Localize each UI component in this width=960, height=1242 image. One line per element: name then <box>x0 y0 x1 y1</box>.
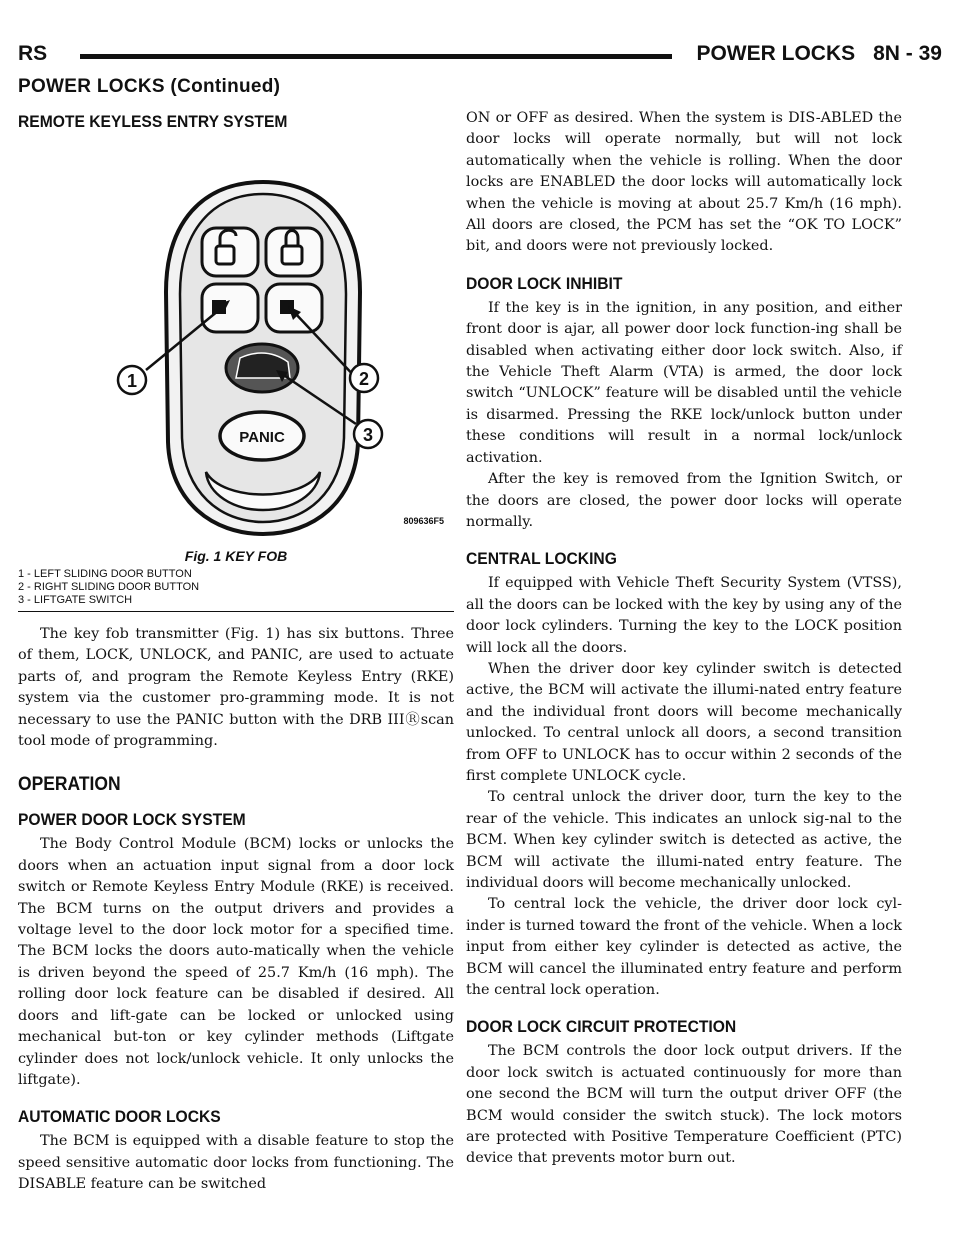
circuit-protection-paragraph: The BCM controls the door lock output drivers. If the door lock switch is actuated continuously for more than one second the BCM will turn the output driver OFF (the BCM would consider the switch stuck). The lock motors are protected with Positive Temperature Coefficient (PTC) device that prevents motor burn out. <box>466 1043 902 1167</box>
automatic-door-locks-paragraph: The BCM is equipped with a disable feature to stop the speed sensitive automatic door locks from functioning. The DISABLE feature can be switched <box>18 1133 454 1193</box>
figure-code: 809636F5 <box>403 516 444 526</box>
callout-2-label: 2 <box>358 369 370 389</box>
panic-label: PANIC <box>239 429 285 446</box>
circuit-protection-title: DOOR LOCK CIRCUIT PROTECTION <box>466 1017 737 1037</box>
header-title: POWER LOCKS <box>696 42 856 65</box>
power-door-lock-paragraph: The Body Control Module (BCM) locks or unlocks the doors when an actuation input signal from a door lock switch or Remote Keyless Entry Module (RKE) is received. The BCM turns on the output drivers and provides a voltage level to the door lock motor for a specified time. The BCM locks the doors auto-matically when the vehicle is driven beyond the speed of 25.7 Km/h (16 mph). The rolling door lock feature can be disabled if desired. All doors and lift-gate can be locked or unlocked using mechanical but-ton or key cylinder methods (Liftgate cylinder does not lock/unlock vehicle. It only unlocks the liftgate). <box>18 836 454 1088</box>
door-lock-inhibit-paragraph-1: If the key is in the ignition, in any position, and either front door is ajar, all power door lock function-ing shall be disabled when activating either door lock switch. Also, if the Vehicle Theft Alarm (VTA) is armed, the door lock switch “UNLOCK” feature will be disabled until the vehicle is disarmed. Pressing the RKE lock/unlock button under these conditions will result in a normal lock/unlock activation. <box>466 299 902 466</box>
header-right <box>696 42 942 66</box>
callout-1-label: 1 <box>126 371 138 391</box>
central-locking-paragraph-1: If equipped with Vehicle Theft Security System (VTSS), all the doors can be locked with the key by using any of the door lock cylinders. Turning the key to the LOCK position will lock all the doors. <box>466 575 902 656</box>
continued-heading: POWER LOCKS (Continued) <box>18 76 281 97</box>
left-column <box>18 112 454 1196</box>
key-fob-illustration <box>18 142 454 542</box>
automatic-door-locks-continued: ON or OFF as desired. When the system is DIS-ABLED the door locks will operate normally, but will not lock automatically when the vehicle is rolling. When the door locks are ENABLED the door locks will automatically lock when the vehicle is moving at about 25.7 Km/h (16 mph). All doors are closed, the PCM has set the “OK TO LOCK” bit, and doors were not previously locked. <box>466 110 902 255</box>
left-sliding-door-button <box>202 284 258 332</box>
figure-caption <box>18 548 454 612</box>
right-column <box>466 108 902 1170</box>
figure-caption-title: Fig. 1 KEY FOB <box>184 548 288 564</box>
header-page-number: 8N - 39 <box>873 42 942 65</box>
automatic-door-locks-title: AUTOMATIC DOOR LOCKS <box>18 1107 221 1127</box>
central-locking-paragraph-3: To central unlock the driver door, turn the key to the rear of the vehicle. This indicates an unlock sig-nal to the BCM. When key cylinder switch is detected as active, the BCM will activate the illumi-nated entry feature. The individual doors will become mechanically unlocked. <box>466 789 902 891</box>
callout-3-label: 3 <box>362 425 374 445</box>
header-section-code: RS <box>18 42 48 65</box>
page-header <box>18 42 942 72</box>
operation-title: OPERATION <box>18 774 121 796</box>
header-rule <box>80 54 672 59</box>
legend-item: 2 - RIGHT SLIDING DOOR BUTTON <box>18 581 200 593</box>
rke-section-title: REMOTE KEYLESS ENTRY SYSTEM <box>18 112 288 131</box>
legend-item: 1 - LEFT SLIDING DOOR BUTTON <box>18 568 192 580</box>
central-locking-paragraph-2: When the driver door key cylinder switch is detected active, the BCM will activate the illumi-nated entry feature and the individual front doors will become mechanically unlocked. To central unlock all doors, a second transition from OFF to UNLOCK has to occur within 2 seconds of the first complete UNLOCK cycle. <box>466 660 902 784</box>
key-fob-figure <box>18 142 454 542</box>
door-lock-inhibit-title: DOOR LOCK INHIBIT <box>466 273 623 293</box>
legend-item: 3 - LIFTGATE SWITCH <box>18 594 133 606</box>
door-lock-inhibit-paragraph-2: After the key is removed from the Ignition Switch, or the doors are closed, the power door locks will operate normally. <box>466 471 902 530</box>
power-door-lock-title: POWER DOOR LOCK SYSTEM <box>18 810 246 830</box>
central-locking-title: CENTRAL LOCKING <box>466 549 617 569</box>
key-fob-paragraph: The key fob transmitter (Fig. 1) has six buttons. Three of them, LOCK, UNLOCK, and PANIC, are used to actuate parts of, and program the Remote Keyless Entry (RKE) system via the customer pro-gramming mode. It is not necessary to use the PANIC button with the DRB IIIⓇscan tool mode of programming. <box>18 626 454 750</box>
central-locking-paragraph-4: To central lock the vehicle, the driver door lock cyl-inder is turned toward the front of the vehicle. When a lock input from either key cylinder is detected as active, the BCM will cancel the illuminated entry feature and perform the central lock operation. <box>466 896 902 999</box>
